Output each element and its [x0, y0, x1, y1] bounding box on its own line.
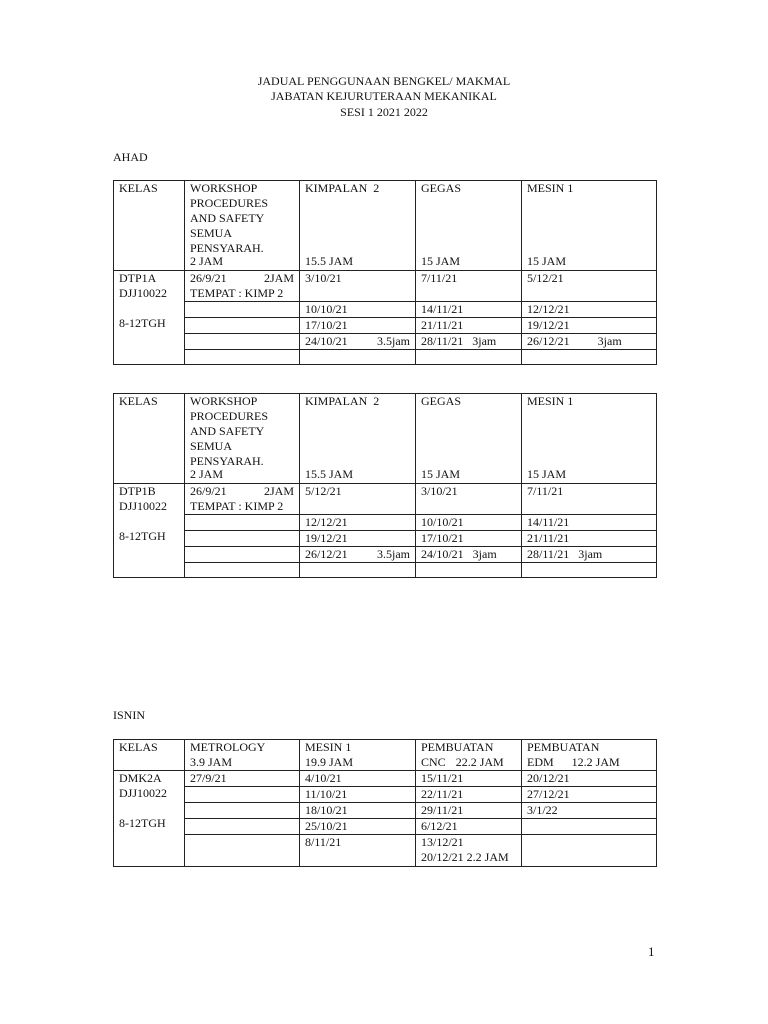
kimpalan-cell: 17/10/21: [300, 318, 416, 334]
page-number: 1: [648, 944, 655, 959]
metrology-cell: 27/9/21: [185, 771, 300, 787]
schedule-table-dmk2a: [113, 739, 657, 867]
kimpalan-cell: 3/10/21: [300, 271, 416, 302]
kimpalan-cell: 12/12/21: [300, 515, 416, 531]
header-gegas: GEGAS 15 JAM: [416, 181, 522, 271]
header-kelas: KELAS: [114, 394, 185, 484]
header-kelas: KELAS: [114, 181, 185, 271]
kimpalan-cell: 5/12/21: [300, 484, 416, 515]
kelas-cell: DTP1B DJJ10022 8-12TGH: [114, 484, 185, 578]
kelas-cell: DTP1A DJJ10022 8-12TGH: [114, 271, 185, 365]
mesin-cell: 12/12/21: [522, 302, 657, 318]
schedule-table-dtp1a: [113, 180, 657, 365]
header-workshop: WORKSHOP PROCEDURES AND SAFETY SEMUA PENSYARAH. 2 JAM: [185, 181, 300, 271]
mesin-cell: 8/11/21: [300, 835, 416, 867]
doc-title-line3: SESI 1 2021 2022: [340, 105, 428, 119]
header-mesin: MESIN 1 15 JAM: [522, 181, 657, 271]
table-row: [114, 787, 657, 803]
cnc-cell: 15/11/21: [416, 771, 522, 787]
gegas-cell: 10/10/21: [416, 515, 522, 531]
section-isnin: ISNIN: [113, 708, 145, 722]
table-row: [114, 318, 657, 334]
gegas-cell: 28/11/21 3jam: [416, 334, 522, 350]
header-mesin: MESIN 1 15 JAM: [522, 394, 657, 484]
gegas-cell: 7/11/21: [416, 271, 522, 302]
table-row: [114, 334, 657, 350]
header-workshop: WORKSHOP PROCEDURES AND SAFETY SEMUA PENSYARAH. 2 JAM: [185, 394, 300, 484]
table-row: [114, 547, 657, 563]
cnc-cell: 29/11/21: [416, 803, 522, 819]
cnc-cell: 6/12/21: [416, 819, 522, 835]
edm-cell: 27/12/21: [522, 787, 657, 803]
table-row: [114, 803, 657, 819]
mesin-cell: 5/12/21: [522, 271, 657, 302]
table-row: [114, 302, 657, 318]
edm-cell: 3/1/22: [522, 803, 657, 819]
header-kimpalan: KIMPALAN 2 15.5 JAM: [300, 394, 416, 484]
gegas-cell: 3/10/21: [416, 484, 522, 515]
mesin-cell: 11/10/21: [300, 787, 416, 803]
table-row: [114, 515, 657, 531]
table-row: [114, 563, 657, 578]
gegas-cell: 14/11/21: [416, 302, 522, 318]
mesin-cell: 19/12/21: [522, 318, 657, 334]
table-row: [114, 835, 657, 867]
gegas-cell: 21/11/21: [416, 318, 522, 334]
table-header-row: [114, 394, 657, 484]
cnc-cell: 22/11/21: [416, 787, 522, 803]
header-mesin: MESIN 1 19.9 JAM: [300, 740, 416, 771]
edm-cell: 20/12/21: [522, 771, 657, 787]
header-kelas: KELAS: [114, 740, 185, 771]
table-row: [114, 819, 657, 835]
header-pembuatan-cnc: PEMBUATAN CNC 22.2 JAM: [416, 740, 522, 771]
mesin-cell: 7/11/21: [522, 484, 657, 515]
header-pembuatan-edm: PEMBUATAN EDM 12.2 JAM: [522, 740, 657, 771]
table-header-row: [114, 181, 657, 271]
kimpalan-cell: 19/12/21: [300, 531, 416, 547]
header-gegas: GEGAS 15 JAM: [416, 394, 522, 484]
gegas-cell: 24/10/21 3jam: [416, 547, 522, 563]
workshop-cell: 26/9/21 2JAM TEMPAT : KIMP 2: [185, 484, 300, 515]
section-ahad: AHAD: [113, 150, 148, 164]
mesin-cell: 4/10/21: [300, 771, 416, 787]
kelas-cell: DMK2A DJJ10022 8-12TGH: [114, 771, 185, 867]
table-header-row: [114, 740, 657, 771]
table-row: [114, 484, 657, 515]
mesin-cell: 18/10/21: [300, 803, 416, 819]
kimpalan-cell: 24/10/21 3.5jam: [300, 334, 416, 350]
workshop-cell: 26/9/21 2JAM TEMPAT : KIMP 2: [185, 271, 300, 302]
header-metrology: METROLOGY 3.9 JAM: [185, 740, 300, 771]
schedule-table-dtp1b: [113, 393, 657, 578]
mesin-cell: 14/11/21: [522, 515, 657, 531]
table-row: [114, 531, 657, 547]
gegas-cell: 17/10/21: [416, 531, 522, 547]
mesin-cell: 28/11/21 3jam: [522, 547, 657, 563]
table-row: [114, 771, 657, 787]
doc-title-line2: JABATAN KEJURUTERAAN MEKANIKAL: [271, 89, 497, 103]
mesin-cell: 25/10/21: [300, 819, 416, 835]
table-row: [114, 271, 657, 302]
mesin-cell: 21/11/21: [522, 531, 657, 547]
table-row: [114, 350, 657, 365]
mesin-cell: 26/12/21 3jam: [522, 334, 657, 350]
kimpalan-cell: 26/12/21 3.5jam: [300, 547, 416, 563]
header-kimpalan: KIMPALAN 2 15.5 JAM: [300, 181, 416, 271]
doc-title-line1: JADUAL PENGGUNAAN BENGKEL/ MAKMAL: [257, 74, 511, 88]
kimpalan-cell: 10/10/21: [300, 302, 416, 318]
cnc-cell: 13/12/21 20/12/21 2.2 JAM: [416, 835, 522, 867]
